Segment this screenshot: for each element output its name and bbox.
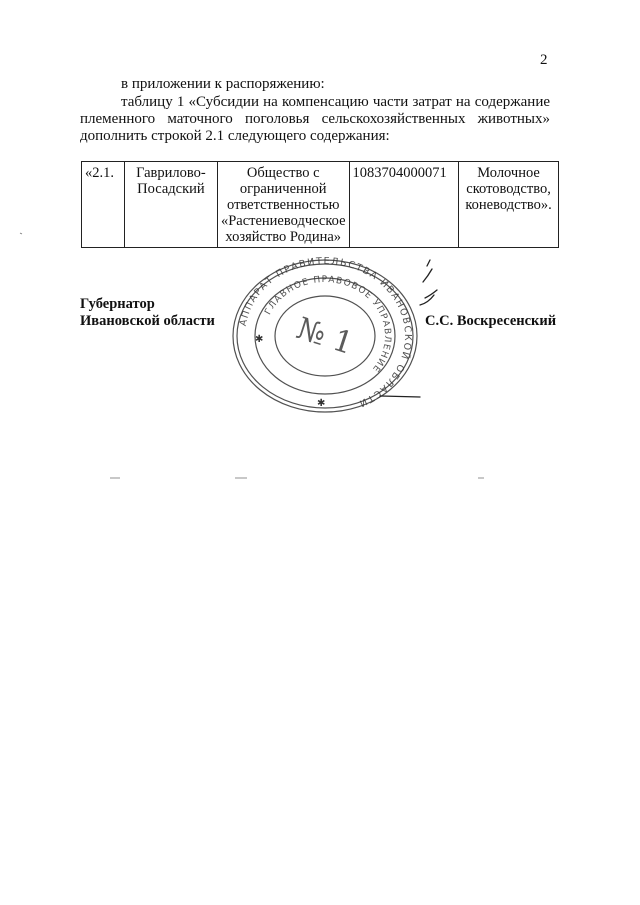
activity-line: коневодство». bbox=[465, 197, 552, 213]
signatory-name: С.С. Воскресенский bbox=[425, 313, 557, 329]
stamp-star-icon: ✱ bbox=[255, 334, 264, 345]
stamp-inner-text: ГЛАВНОЕ ПРАВОВОЕ УПРАВЛЕНИЕ bbox=[263, 274, 393, 375]
stamp-center: № 1 bbox=[292, 311, 358, 362]
instruction-line-1: таблицу 1 «Субсидии на компенсацию части затрат на содержание bbox=[121, 94, 550, 110]
official-stamp bbox=[225, 256, 425, 416]
org-line: ограниченной bbox=[239, 181, 327, 197]
org-line: хозяйство Родина» bbox=[225, 229, 342, 245]
instruction-paragraph bbox=[80, 94, 550, 145]
instruction-line-2: племенного маточного поголовья сельскохозяйственных животных» bbox=[80, 111, 550, 127]
position-line-2: Ивановской области bbox=[80, 313, 215, 329]
cell-organization bbox=[217, 162, 349, 248]
intro-line: в приложении к распоряжению: bbox=[121, 76, 325, 92]
signatory-position bbox=[80, 296, 215, 330]
district-line: Гаврилово- bbox=[136, 165, 206, 181]
cell-district bbox=[124, 162, 217, 248]
org-line: «Растениеводческое bbox=[220, 213, 346, 229]
stamp-outer-text: АППАРАТ ПРАВИТЕЛЬСТВА ИВАНОВСКОЙ ОБЛАСТИ bbox=[237, 256, 414, 410]
page-number: 2 bbox=[540, 52, 548, 68]
position-line-1: Губернатор bbox=[80, 296, 155, 312]
table-row bbox=[82, 162, 559, 248]
org-line: ответственностью bbox=[227, 197, 340, 213]
activity-line: Молочное bbox=[477, 165, 540, 181]
stamp-star-icon: ✱ bbox=[317, 398, 326, 409]
annex-table bbox=[81, 161, 559, 248]
instruction-line-3: дополнить строкой 2.1 следующего содержания: bbox=[80, 128, 390, 144]
district-line: Посадский bbox=[137, 181, 205, 197]
org-line: Общество с bbox=[246, 165, 320, 181]
cell-ogrn: 1083704000071 bbox=[349, 162, 459, 248]
cell-number: «2.1. bbox=[82, 162, 125, 248]
cell-activity bbox=[459, 162, 559, 248]
activity-line: скотоводство, bbox=[466, 181, 551, 197]
